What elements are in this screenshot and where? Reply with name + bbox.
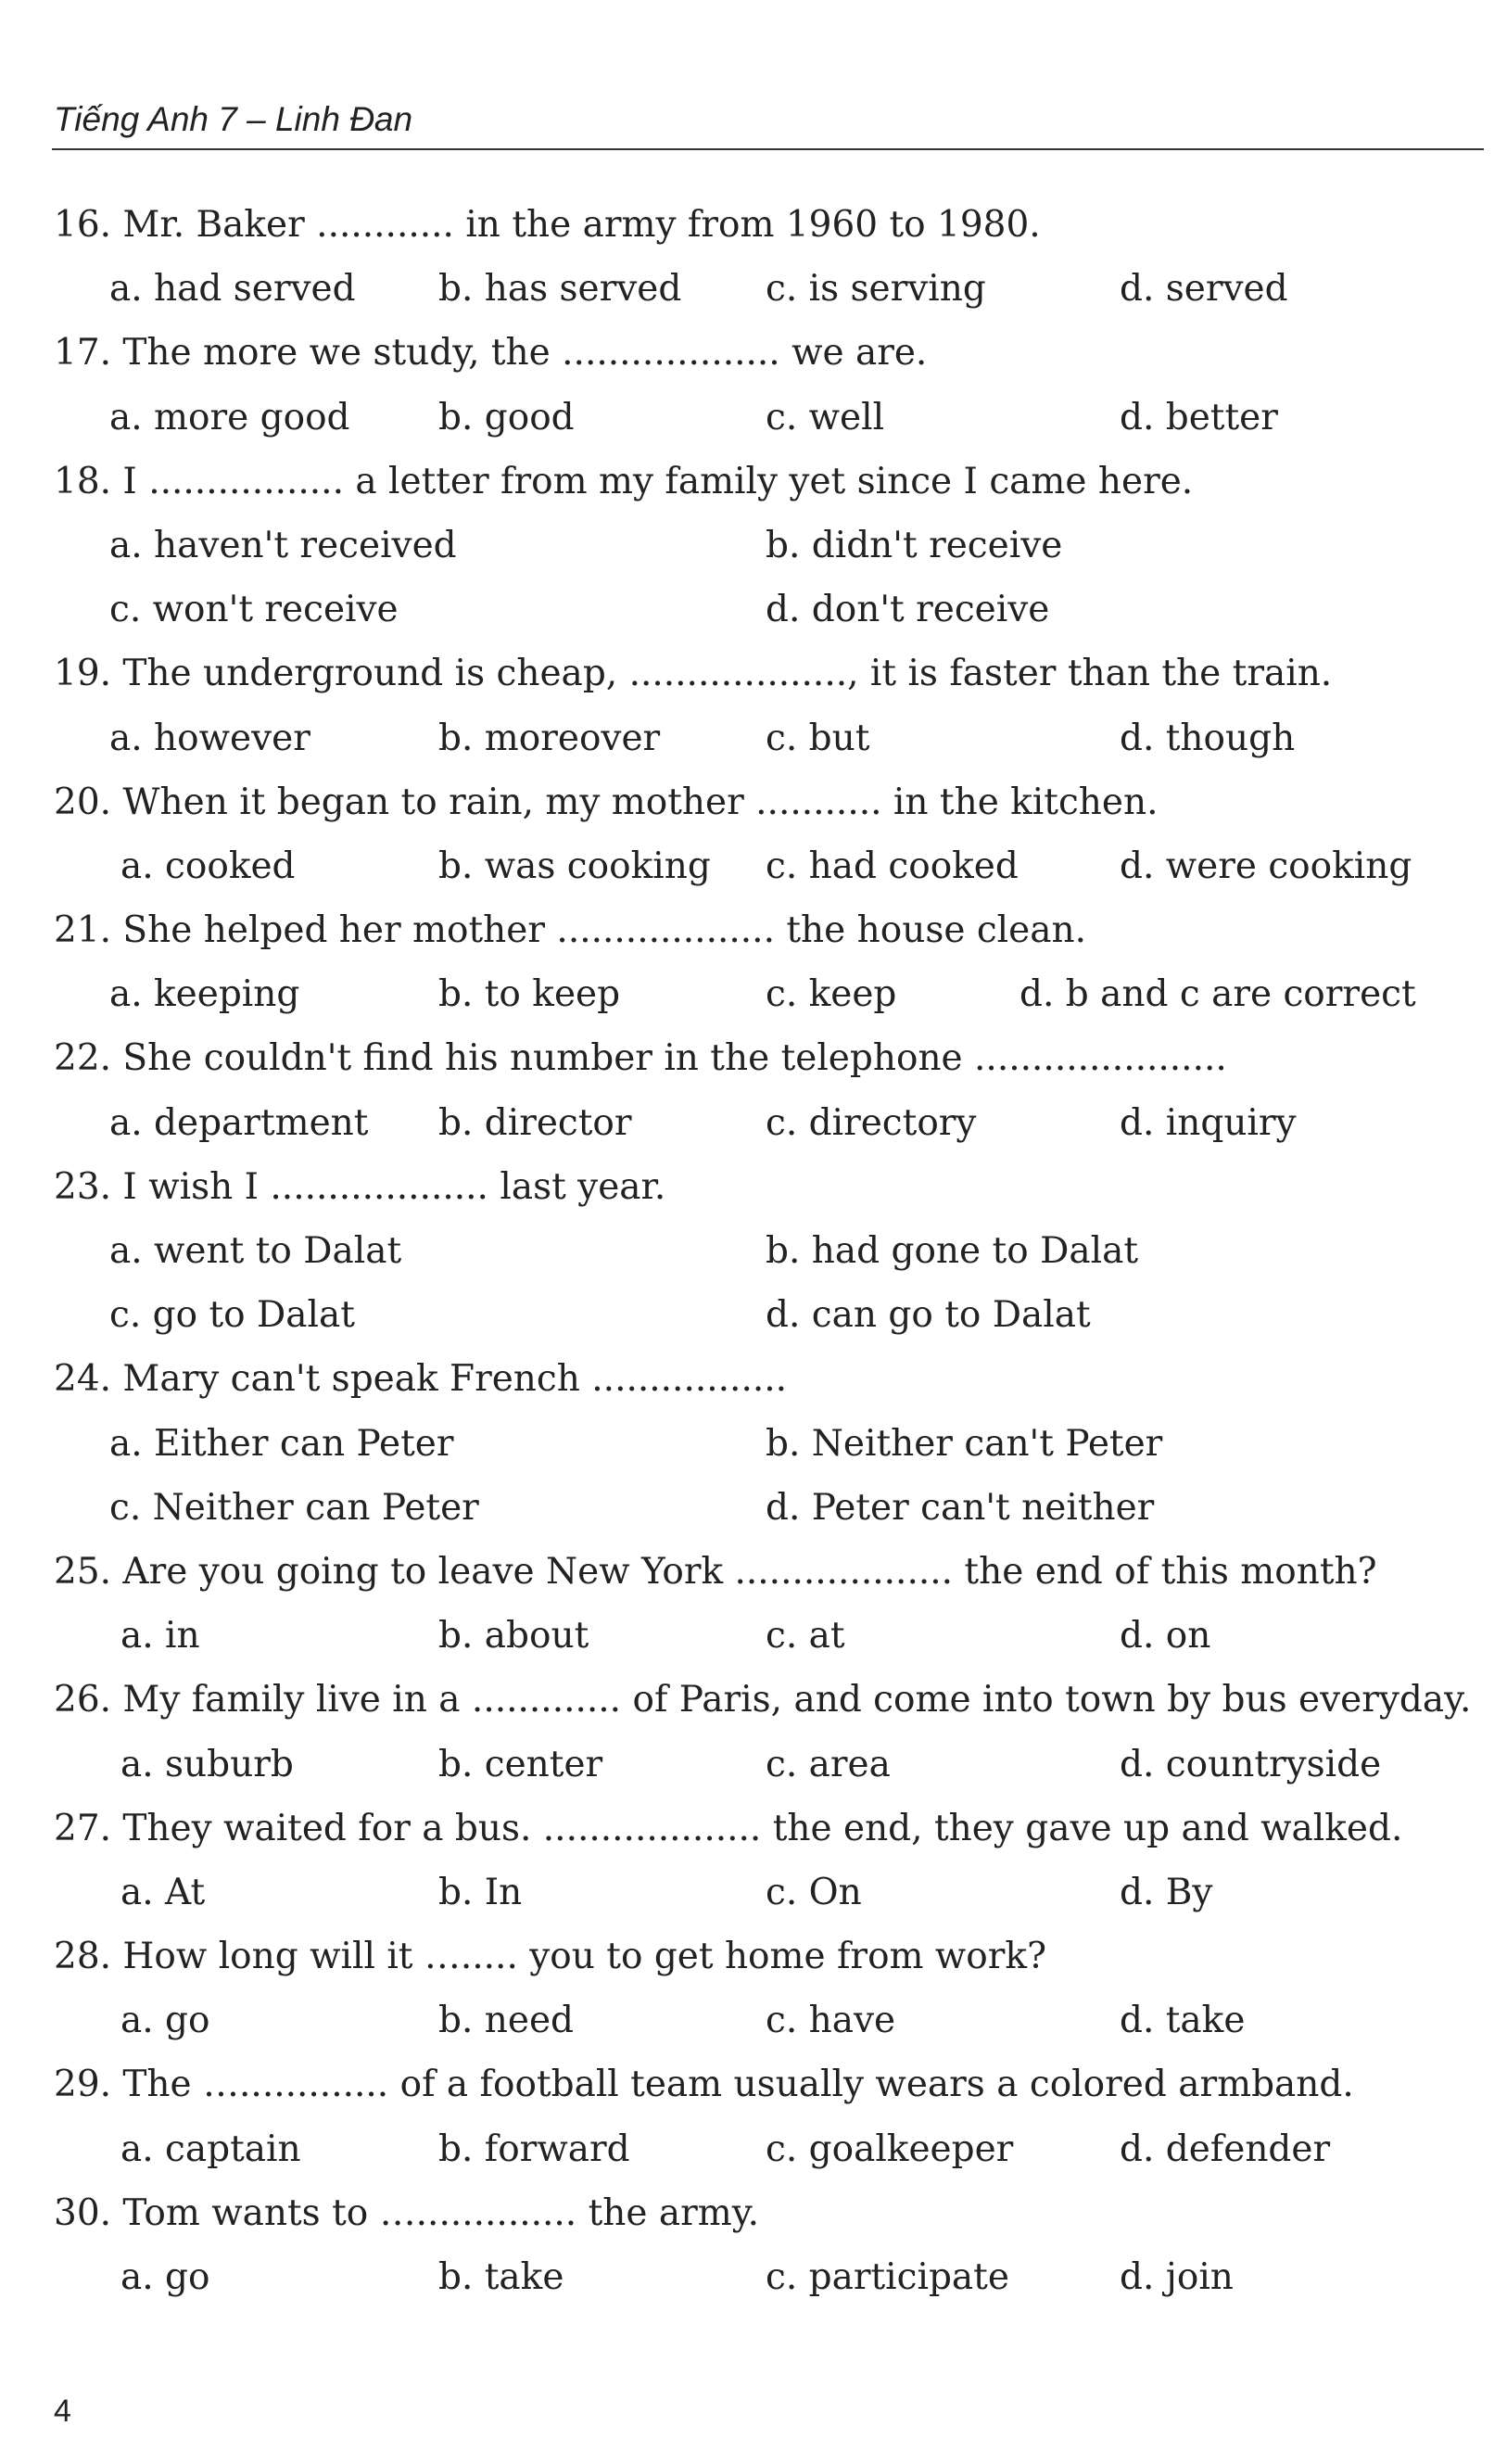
option-a: a. haven't received <box>109 524 457 566</box>
question-text: 28. How long will it …..... you to get home from work? <box>54 1936 1046 1978</box>
option-a: a. captain <box>120 2127 301 2170</box>
option-d: d. defender <box>1120 2127 1331 2170</box>
option-b: b. Neither can't Peter <box>766 1422 1163 1465</box>
option-a: a. go <box>120 2000 210 2042</box>
option-c: c. is serving <box>766 268 986 311</box>
page-number: 4 <box>54 2394 71 2429</box>
option-b: b. take <box>438 2256 564 2298</box>
question-text: 20. When it began to rain, my mother ........... in the kitchen. <box>54 781 1159 823</box>
answer-options <box>0 1733 1507 1797</box>
option-c: c. keep <box>766 973 897 1016</box>
option-b: b. center <box>438 1743 603 1785</box>
answer-options <box>0 386 1507 450</box>
option-c: c. area <box>766 1743 891 1785</box>
option-a: a. went to Dalat <box>109 1230 402 1272</box>
question-text: 18. I ................. a letter from my family yet since I came here. <box>54 460 1194 502</box>
option-d: d. By <box>1120 1871 1213 1913</box>
option-a: a. in <box>120 1615 200 1657</box>
question-list <box>0 193 1507 2309</box>
answer-options <box>0 1861 1507 1924</box>
question-text: 17. The more we study, the ................... we are. <box>54 332 928 375</box>
answer-options <box>0 257 1507 321</box>
option-c: c. had cooked <box>766 845 1019 887</box>
question-stem <box>0 641 1507 705</box>
option-a: a. however <box>109 717 310 759</box>
option-a: a. go <box>120 2256 210 2298</box>
question-stem <box>0 1347 1507 1411</box>
question-stem <box>0 1668 1507 1732</box>
question-stem <box>0 770 1507 834</box>
option-d: d. were cooking <box>1120 845 1412 887</box>
question-stem <box>0 1540 1507 1604</box>
question-text: 19. The underground is cheap, ..................., it is faster than the train. <box>54 653 1333 695</box>
question-text: 30. Tom wants to ….............. the army. <box>54 2191 759 2234</box>
answer-options <box>0 962 1507 1026</box>
question-stem <box>0 193 1507 257</box>
answer-options <box>0 2117 1507 2181</box>
page-header: Tiếng Anh 7 – Linh Đan <box>54 100 413 138</box>
option-b: b. was cooking <box>438 845 711 887</box>
question-text: 26. My family live in a ............. of Paris, and come into town by bus everyday. <box>54 1679 1472 1721</box>
option-d: d. inquiry <box>1120 1101 1297 1144</box>
answer-options <box>0 706 1507 770</box>
option-d: d. take <box>1120 2000 1246 2042</box>
option-a: a. suburb <box>120 1743 294 1785</box>
option-b: b. good <box>438 396 575 438</box>
option-b: b. had gone to Dalat <box>766 1230 1138 1272</box>
question-text: 21. She helped her mother ................... the house clean. <box>54 909 1086 952</box>
question-text: 22. She couldn't find his number in the telephone ...................... <box>54 1037 1227 1080</box>
option-c: c. participate <box>766 2256 1009 2298</box>
question-text: 23. I wish I ................... last year. <box>54 1165 666 1208</box>
option-d: d. can go to Dalat <box>766 1294 1091 1337</box>
option-d: d. better <box>1120 396 1278 438</box>
option-c: c. but <box>766 717 870 759</box>
answer-options <box>0 1412 1507 1476</box>
option-c: c. at <box>766 1615 845 1657</box>
option-d: d. on <box>1120 1615 1211 1657</box>
question-stem <box>0 321 1507 385</box>
answer-options <box>0 1988 1507 2052</box>
option-a: a. department <box>109 1101 369 1144</box>
option-c: c. well <box>766 396 885 438</box>
option-a: a. had served <box>109 268 356 311</box>
option-c: c. Neither can Peter <box>109 1486 479 1529</box>
option-c: c. directory <box>766 1101 977 1144</box>
answer-options <box>0 834 1507 898</box>
option-a: a. Either can Peter <box>109 1422 454 1465</box>
answer-options <box>0 1091 1507 1155</box>
option-d: d. Peter can't neither <box>766 1486 1155 1529</box>
answer-options <box>0 578 1507 641</box>
question-stem <box>0 2181 1507 2245</box>
option-d: d. join <box>1120 2256 1234 2298</box>
option-d: d. b and c are correct <box>1019 973 1416 1016</box>
option-c: c. have <box>766 2000 896 2042</box>
option-b: b. need <box>438 2000 575 2042</box>
option-c: c. go to Dalat <box>109 1294 355 1337</box>
option-b: b. director <box>438 1101 632 1144</box>
option-c: c. won't receive <box>109 589 399 631</box>
option-b: b. In <box>438 1871 523 1913</box>
answer-options <box>0 1476 1507 1540</box>
option-d: d. though <box>1120 717 1296 759</box>
option-a: a. cooked <box>120 845 296 887</box>
option-b: b. moreover <box>438 717 661 759</box>
answer-options <box>0 514 1507 578</box>
answer-options <box>0 1604 1507 1668</box>
question-stem <box>0 1026 1507 1090</box>
option-c: c. goalkeeper <box>766 2127 1014 2170</box>
option-b: b. about <box>438 1615 589 1657</box>
question-text: 29. The …............. of a football team usually wears a colored armband. <box>54 2064 1354 2106</box>
question-stem <box>0 450 1507 514</box>
option-a: a. keeping <box>109 973 300 1016</box>
question-stem <box>0 1155 1507 1219</box>
answer-options <box>0 2245 1507 2309</box>
question-text: 27. They waited for a bus. ................... the end, they gave up and walked. <box>54 1807 1403 1849</box>
option-b: b. forward <box>438 2127 630 2170</box>
answer-options <box>0 1283 1507 1347</box>
question-text: 16. Mr. Baker ............ in the army from 1960 to 1980. <box>54 204 1041 246</box>
option-b: b. didn't receive <box>766 524 1063 566</box>
option-b: b. to keep <box>438 973 621 1016</box>
header-divider <box>52 148 1484 150</box>
option-d: d. countryside <box>1120 1743 1382 1785</box>
question-text: 24. Mary can't speak French ................. <box>54 1358 788 1401</box>
option-c: c. On <box>766 1871 862 1913</box>
option-a: a. more good <box>109 396 350 438</box>
option-a: a. At <box>120 1871 206 1913</box>
answer-options <box>0 1219 1507 1283</box>
question-stem <box>0 1797 1507 1861</box>
option-d: d. served <box>1120 268 1288 311</box>
question-stem <box>0 1924 1507 1988</box>
question-stem <box>0 2052 1507 2116</box>
option-b: b. has served <box>438 268 682 311</box>
question-text: 25. Are you going to leave New York ................... the end of this month? <box>54 1550 1377 1593</box>
option-d: d. don't receive <box>766 589 1050 631</box>
question-stem <box>0 898 1507 962</box>
